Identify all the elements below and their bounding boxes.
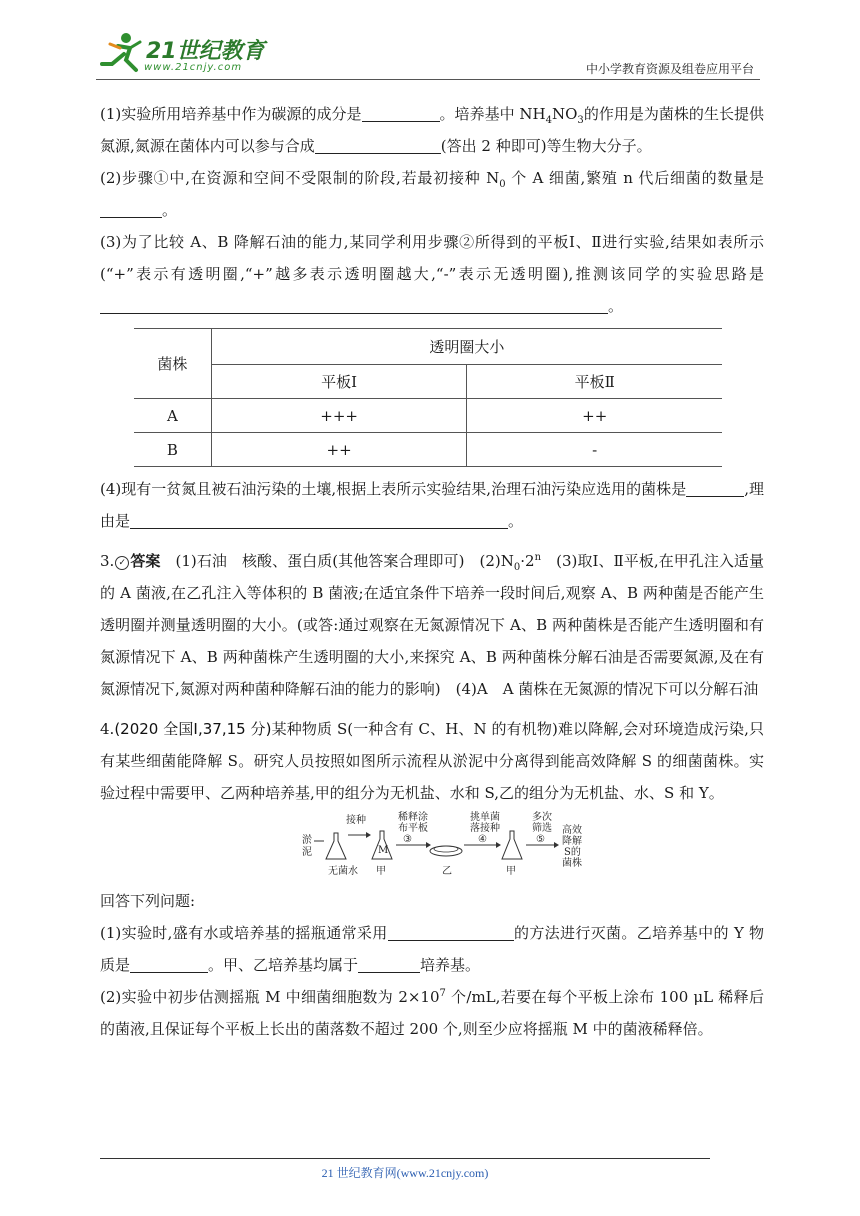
table-cell-plate1: ++ [211, 433, 467, 467]
answer-blank [388, 922, 514, 941]
header-divider [96, 79, 760, 80]
answer-blank [315, 135, 441, 154]
q2-part2-text-b: 个 A 细菌,繁殖 n 代后细菌的数量是 [511, 169, 764, 187]
flow-step5-b: 筛选 [532, 823, 552, 834]
q2-part4-text-a: (4)现有一贫氮且被石油污染的土壤,根据上表所示实验结果,治理石油污染应选用的菌株是 [100, 480, 687, 498]
answer-blank [130, 510, 508, 529]
flask-icon [326, 833, 346, 859]
table-header-strain: 菌株 [134, 329, 211, 399]
table-cell-strain: A [134, 399, 211, 433]
footer-link[interactable]: 21 世纪教育网(www.21cnjy.com) [321, 1166, 489, 1180]
table-row [134, 399, 722, 433]
flow-step3-b: 布平板 [398, 823, 428, 834]
q2-part3-text-b: 。 [608, 297, 624, 315]
footer-divider [100, 1158, 710, 1159]
q4-part2-text-a: (2)实验中初步估测摇瓶 M 中细菌细胞数为 2×10 [100, 988, 440, 1006]
answer-label: 答案 [130, 552, 161, 570]
q2-part2-text-a: (2)步骤①中,在资源和空间不受限制的阶段,若最初接种 N [100, 169, 500, 187]
question-stem: 某种物质 S(一种含有 C、H、N 的有机物)难以降解,会对环境造成污染,只有某些细菌能降解 S。研究人员按照如图所示流程从淤泥中分离得到能高效降解 S 的细菌菌株。实验过程中需要甲、乙两种培养基,甲的组分为无机盐、水和 S,乙的组分为无机盐、水、S 和 Y。 [100, 720, 764, 802]
flask0-label: 无菌水 [328, 866, 358, 877]
flask1-label: M [378, 845, 389, 856]
table-cell-strain: B [134, 433, 211, 467]
q2-part2-text-c: 。 [162, 201, 178, 219]
q4-part2-text-b: 个/mL,若要在每个平板上涂布 100 μL 稀释后的菌液,且保证每个平板上长出的菌落数不超过 200 个,则至少应将摇瓶 M 中的菌液稀释 [100, 988, 764, 1038]
q2-part1-text-d: 的作用是为菌株的生长提供氮源,氮源在菌体内可以参与合成 [100, 105, 764, 155]
q2-part4 [100, 473, 764, 537]
table-row [134, 433, 722, 467]
question-number: 4. [100, 720, 115, 738]
q2-part4-text-c: 。 [508, 512, 524, 530]
flow-step3-num: ③ [403, 834, 412, 845]
answer-number: 3. [100, 552, 115, 570]
answer-blank [100, 199, 162, 218]
answer-blank [358, 954, 420, 973]
page-content [100, 98, 764, 1045]
flow-medium3: 甲 [506, 866, 516, 877]
result-table [134, 328, 722, 467]
runner-icon [96, 30, 146, 76]
q4-part1-text-a: (1)实验时,盛有水或培养基的摇瓶通常采用 [100, 924, 388, 942]
flow-step4-b: 落接种 [470, 823, 500, 834]
answer-blank [130, 954, 208, 973]
q4-part1 [100, 917, 764, 981]
answer-blank [100, 295, 608, 314]
table-header-group: 透明圈大小 [211, 329, 722, 365]
check-icon: ✓ [115, 556, 129, 570]
logo-title: 21世纪教育 [146, 39, 265, 64]
q4-part2-text-c: 倍。 [682, 1020, 713, 1038]
flow-end-2: 降解 [562, 836, 582, 847]
q2-part1-text-b: 。培养基中 NH [439, 105, 546, 123]
flow-start-2: 泥 [302, 847, 312, 858]
answer-blank [362, 103, 440, 122]
flow-step1: 接种 [346, 815, 366, 826]
answer-3: 3. ✓ 答案 (1)石油 核酸、蛋白质(其他答案合理即可) $(2)N_0\cdot 2^n$ (3)取Ⅰ、Ⅱ平板,在甲孔注入适量的 A 菌液,在乙孔注入等体积的 B 菌液;在适宜条件下培养一段时间后,观察 A、B 两种菌是否能产生透明圈并测量透明圈的大小。(或答:通过观察在无氮源情况下 A、B 两种菌株是否能产生透明圈和有氮源情况下 A、B 两种菌株产生透明圈的大小,来探究 A、B 两种菌株分解石油是否需要氮源,及在有氮源情况下,氮源对两种菌种降解石油的能力的影响) (4)A A 菌株在无氮源的情况下可以分解石油 [100, 552, 764, 698]
flow-end-4: 菌株 [562, 858, 582, 869]
q2-part4-text-b: ,理由是 [100, 480, 764, 530]
flow-step5-a: 多次 [532, 812, 552, 823]
table-cell-plate2: - [467, 433, 722, 467]
flow-step5-num: ⑤ [536, 834, 545, 845]
procedure-flowchart [100, 811, 764, 879]
site-logo [96, 30, 266, 76]
q2-part1: (1)实验所用培养基中作为碳源的成分是 。培养基中 $NH_4NO_3$的作用是为菌株的生长提供氮源,氮源在菌体内可以参与合成 (答出 2 种即可)等生物大分子。 [100, 105, 764, 155]
q4-part2: (2)实验中初步估测摇瓶 M 中细菌细胞数为 $2\times 10^7$ 个/mL,若要在每个平板上涂布 100 μL 稀释后的菌液,且保证每个平板上长出的菌落数不超过 200 个,则至少应将摇瓶 M 中的菌液稀释倍。 [100, 988, 764, 1038]
platform-name: 中小学教育资源及组卷应用平台 [585, 62, 754, 76]
answer-blank [686, 478, 744, 497]
answer-text-c: (3)取Ⅰ、Ⅱ平板,在甲孔注入适量的 A 菌液,在乙孔注入等体积的 B 菌液;在适宜条件下培养一段时间后,观察 A、B 两种菌是否能产生透明圈并测量透明圈的大小。(或答:通过观察在无氮源情况下 A、B 两种菌株是否能产生透明圈和有氮源情况下 A、B 两种菌株产生透明圈的大小,来探究 A、B 两种菌株分解石油是否需要氮源,及在有氮源情况下,氮源对两种菌种降解石油的能力的影响) (4)A A 菌株在无氮源的情况下可以分解石油 [100, 552, 764, 698]
table-cell-plate1: +++ [211, 399, 467, 433]
q4-part1-text-d: 培养基。 [420, 956, 481, 974]
q2-part3-text-a: (3)为了比较 A、B 降解石油的能力,某同学利用步骤②所得到的平板Ⅰ、Ⅱ进行实验,结果如表所示(“+”表示有透明圈,“+”越多表示透明圈越大,“-”表示无透明圈),推测该同学的实验思路是 [100, 233, 764, 283]
flow-medium2: 乙 [442, 866, 452, 877]
table-header-plate1: 平板Ⅰ [211, 365, 467, 399]
q4-stem [100, 713, 764, 809]
q4-part1-text-c: 。甲、乙培养基均属于 [208, 956, 359, 974]
flow-end-3: S的 [564, 847, 581, 858]
table-cell-plate2: ++ [467, 399, 722, 433]
question-source: (2020 全国Ⅰ,37,15 分) [114, 720, 272, 738]
flow-end-1: 高效 [562, 825, 582, 836]
flow-start-1: 淤 [302, 835, 312, 846]
answer-text-b: ·2 [520, 552, 535, 570]
answer-text-a: (1)石油 核酸、蛋白质(其他答案合理即可) (2)N [175, 552, 514, 570]
q4-part1-text-b: 的方法进行灭菌。乙培养基中的 Y 物质是 [100, 924, 764, 974]
flow-step4-num: ④ [478, 834, 487, 845]
q2-part1-text-c: NO [551, 105, 578, 123]
q4-prompt: 回答下列问题: [100, 892, 196, 910]
q2-part3 [100, 226, 764, 322]
q2-part2: (2)步骤①中,在资源和空间不受限制的阶段,若最初接种 $N_0$ 个 A 细菌,繁殖 n 代后细菌的数量是。 [100, 169, 764, 219]
flow-step3-a: 稀释涂 [398, 812, 428, 823]
flow-step4-a: 挑单菌 [470, 812, 500, 823]
flow-medium1: 甲 [376, 866, 386, 877]
flask-icon [502, 831, 522, 859]
logo-url: www.21cnjy.com [144, 62, 243, 73]
table-header-plate2: 平板Ⅱ [467, 365, 722, 399]
q2-part1-text-a: (1)实验所用培养基中作为碳源的成分是 [100, 105, 362, 123]
page-header [96, 30, 760, 80]
q2-part1-text-e: (答出 2 种即可)等生物大分子。 [440, 137, 652, 155]
